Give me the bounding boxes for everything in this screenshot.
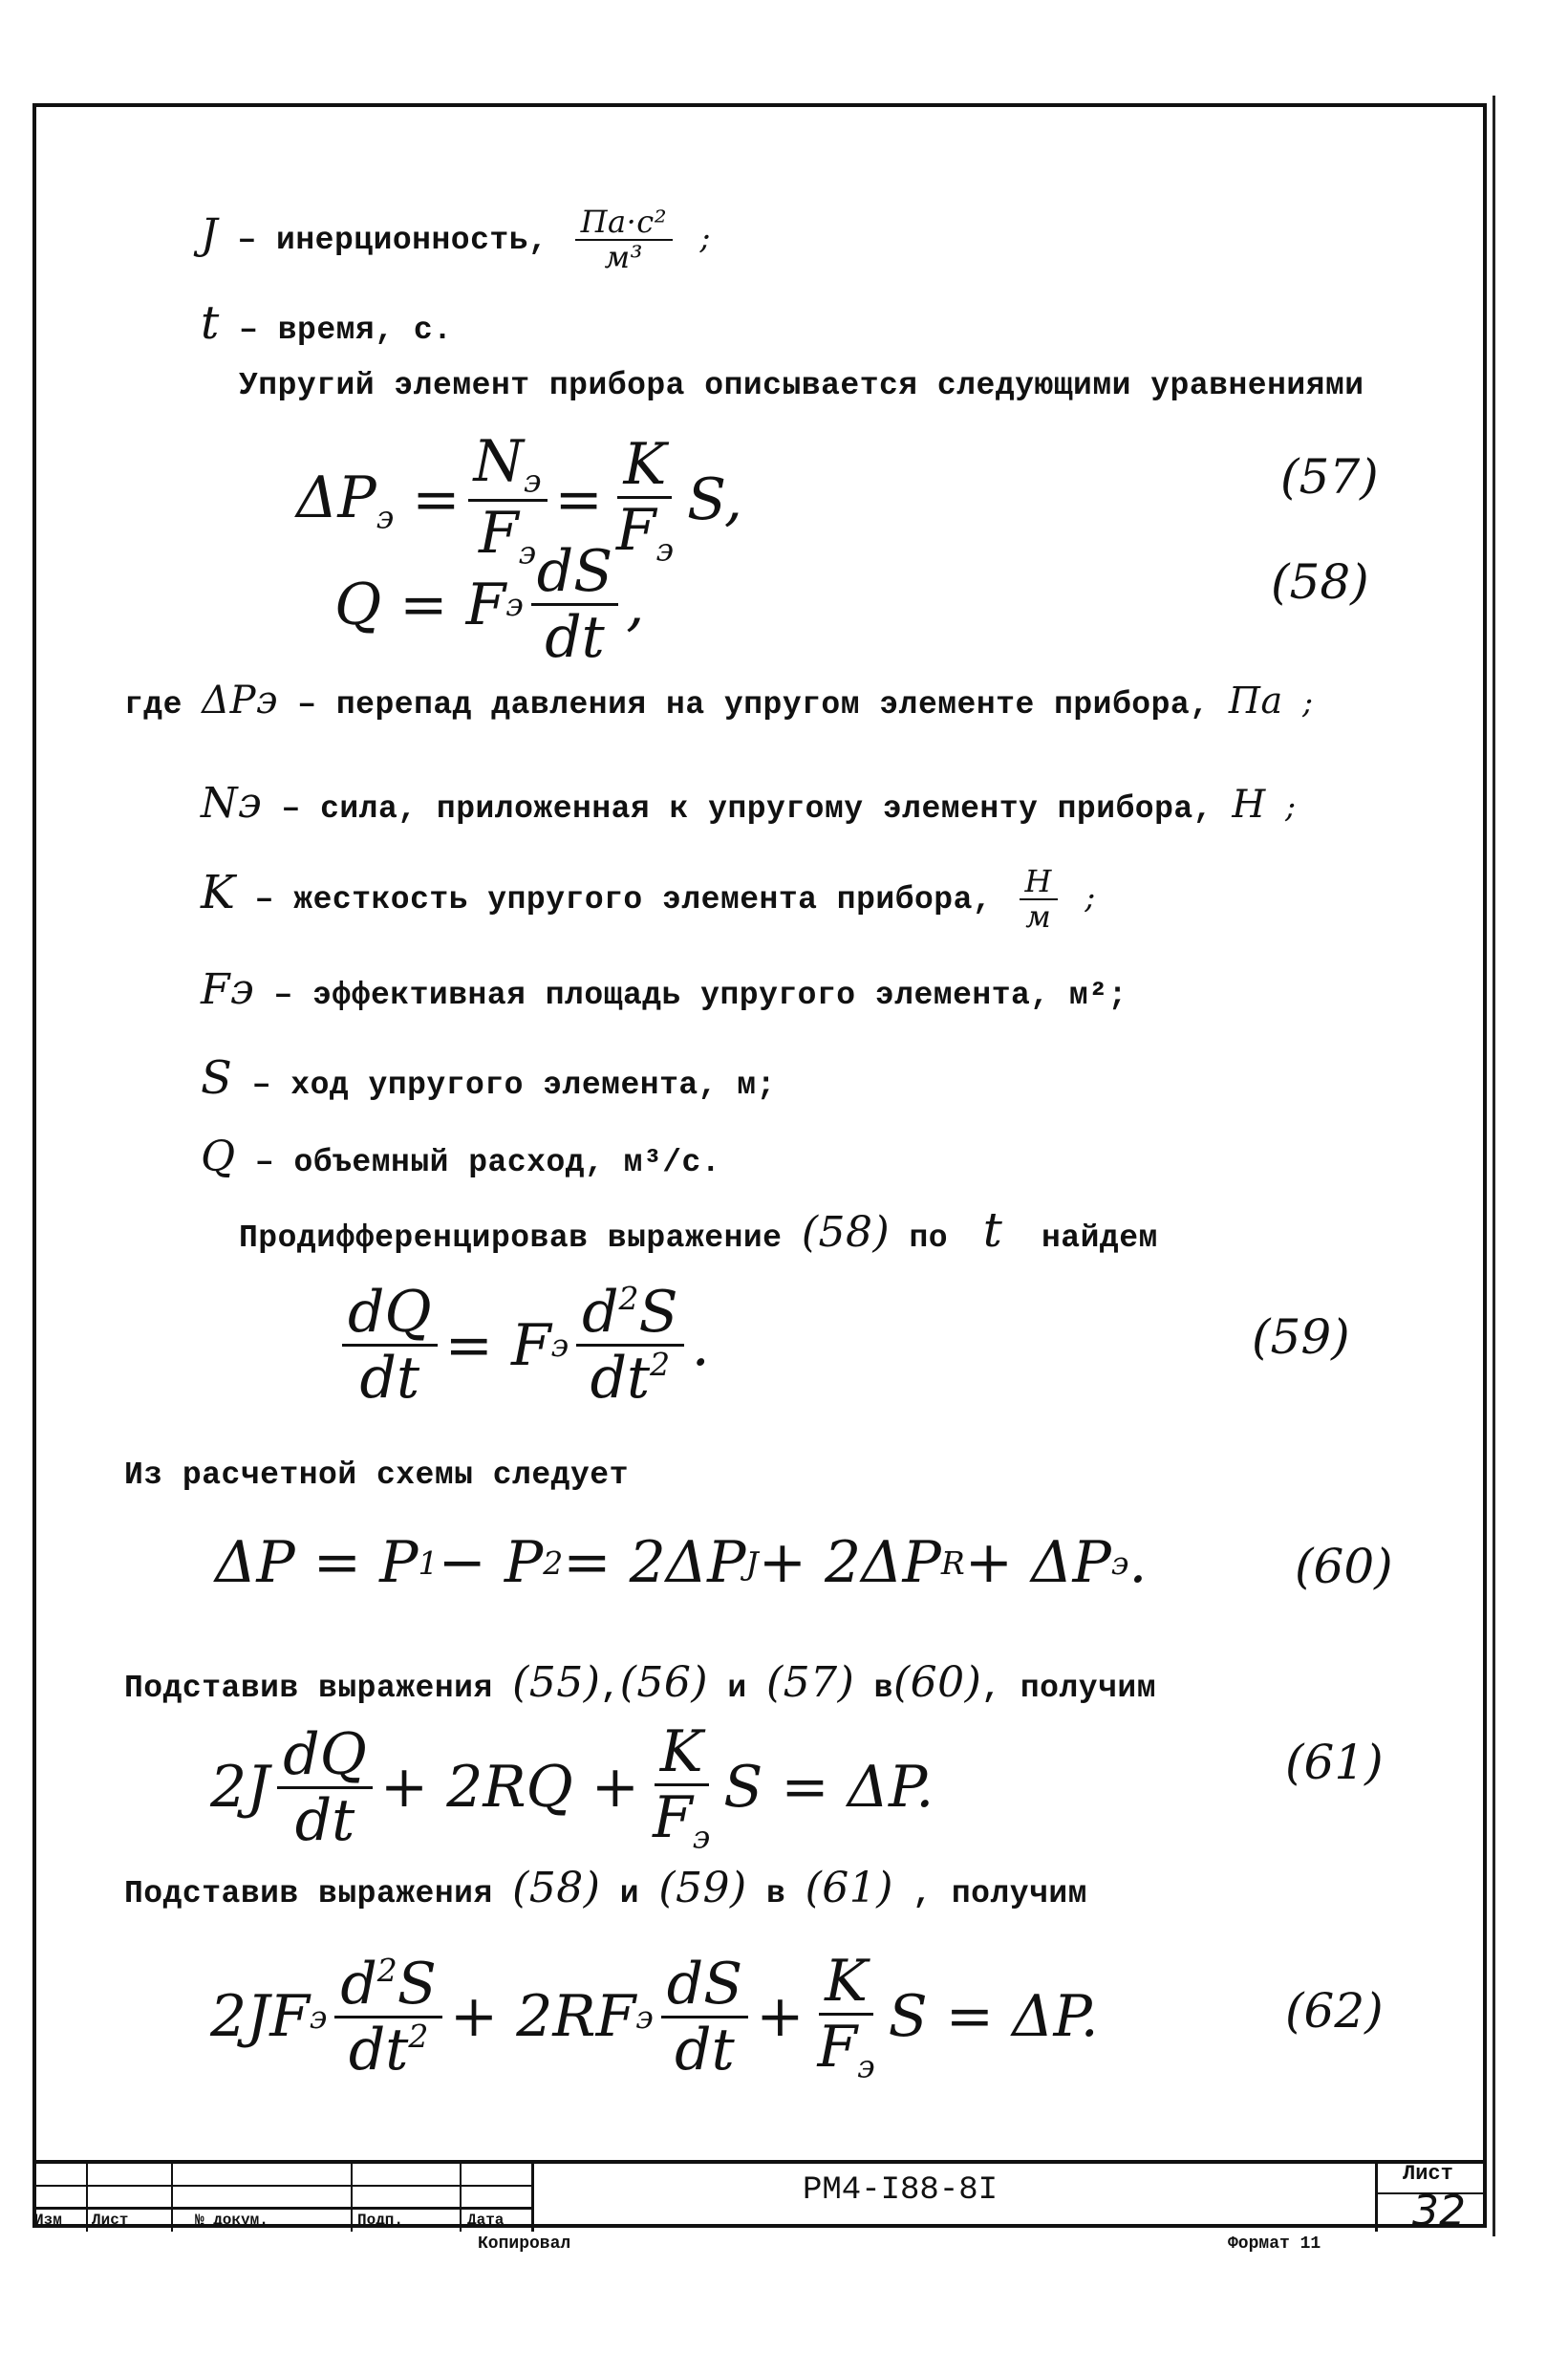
- k-unit-num: Н: [1020, 865, 1058, 900]
- j-definition: [201, 205, 711, 274]
- subst2-ref-61: (61): [805, 1864, 893, 1912]
- equation-number-59: (59): [1252, 1309, 1350, 1365]
- diff-text-b: по: [909, 1220, 949, 1256]
- label-signature: Подп.: [357, 2212, 404, 2229]
- subst2-text-a: Подставив выражения: [124, 1876, 493, 1911]
- diff-text-c: найдем: [1041, 1220, 1158, 1256]
- equation-number-58: (58): [1271, 554, 1369, 610]
- q-symbol: Q: [201, 1133, 236, 1181]
- equation-59: $\frac{dQ}{dt}$ = F э $\frac{d^2S}{dt^2}$ .: [334, 1281, 710, 1410]
- subst1-text-a: Подставив выражения: [124, 1671, 493, 1706]
- k-end: ;: [1085, 877, 1096, 916]
- t-definition: [201, 296, 452, 350]
- differentiate-line: [239, 1202, 1158, 1258]
- equation-61: 2J $\frac{dQ}{dt}$ + 2RQ + $\frac{K}{F_э}$ S = ΔP.: [210, 1718, 934, 1856]
- dp-symbol: ΔPэ: [202, 679, 278, 723]
- subst2-sep-3: , получим: [913, 1876, 1087, 1911]
- equation-number-60: (60): [1295, 1539, 1393, 1594]
- t-symbol: t: [201, 296, 220, 350]
- n-symbol: Nэ: [201, 779, 263, 828]
- title-block-col-3: [351, 2164, 353, 2232]
- f-definition: [201, 965, 1128, 1014]
- where-dp-definition: [124, 679, 1314, 723]
- n-unit: Н: [1232, 783, 1266, 827]
- title-block: [32, 2160, 1487, 2228]
- footer-copied: Копировал: [478, 2234, 571, 2254]
- subst1-ref-56: (56): [619, 1658, 709, 1707]
- sheet-number: 32: [1412, 2187, 1466, 2235]
- t-text: – время, с.: [239, 313, 453, 348]
- dp-text: – перепад давления на упругом элементе прибора,: [297, 687, 1210, 723]
- scheme-line: Из расчетной схемы следует: [124, 1457, 629, 1493]
- subst1-sep-4: , получим: [981, 1671, 1156, 1706]
- label-doc-number: № докум.: [195, 2212, 268, 2229]
- equation-58: Q = F э $\frac{dS}{dt}$ ,: [334, 538, 645, 671]
- footer-format: Формат 11: [1228, 2234, 1321, 2254]
- title-block-col-1: [86, 2164, 88, 2232]
- j-unit-fraction: [575, 205, 673, 274]
- dp-unit: Па: [1228, 680, 1283, 722]
- k-symbol: K: [201, 865, 236, 919]
- title-block-col-5: [531, 2164, 534, 2232]
- subst2-sep-1: и: [619, 1876, 640, 1911]
- right-margin-rule: [1493, 96, 1495, 2236]
- equation-number-62: (62): [1285, 1983, 1384, 2039]
- where-word: где: [124, 687, 183, 723]
- n-end: ;: [1285, 788, 1297, 825]
- title-block-col-2: [171, 2164, 173, 2232]
- j-unit-den: м³: [604, 239, 643, 276]
- label-list: Лист: [92, 2212, 129, 2229]
- subst2-sep-2: в: [765, 1876, 786, 1911]
- equation-62: 2JF э $\frac{d^2S}{dt^2}$ + 2RF э $\frac{dS}{dt}$ + $\frac{K}{F_э}$ S = ΔP.: [210, 1948, 1099, 2085]
- subst1-ref-55: (55): [512, 1658, 601, 1707]
- subst1-sep-3: в: [873, 1671, 893, 1706]
- substitution-line-2: [124, 1864, 1087, 1912]
- k-unit-fraction: [1020, 865, 1058, 934]
- k-text: – жесткость упругого элемента прибора,: [254, 881, 993, 917]
- subst1-ref-57: (57): [765, 1658, 855, 1707]
- subst2-ref-59: (59): [658, 1864, 747, 1912]
- label-date: Дата: [467, 2212, 505, 2229]
- f-text: – эффективная площадь упругого элемента, м²;: [273, 978, 1128, 1013]
- title-block-col-4: [460, 2164, 462, 2232]
- elastic-intro: Упругий элемент прибора описывается следующими уравнениями: [239, 368, 1364, 403]
- equation-60: ΔP = P 1 − P 2 = 2ΔP J + 2ΔP R + ΔP э .: [215, 1529, 1148, 1596]
- j-text: – инерционность,: [237, 222, 548, 258]
- equation-57: $\Delta P_э$ = $\frac{N_э}{F_э}$ = $\frac{K}{F_э}$ S,: [296, 428, 742, 572]
- document-code: РМ4-I88-8I: [803, 2172, 999, 2209]
- f-symbol: Fэ: [201, 965, 255, 1014]
- q-text: – объемный расход, м³/с.: [254, 1145, 721, 1180]
- dp-end: ;: [1301, 683, 1314, 721]
- subst1-ref-60: (60): [892, 1658, 982, 1707]
- k-definition: [201, 865, 1096, 934]
- diff-var: t: [982, 1202, 1003, 1258]
- equation-number-61: (61): [1285, 1735, 1384, 1790]
- q-definition: [201, 1133, 720, 1181]
- title-block-col-6: [1375, 2164, 1378, 2232]
- diff-ref-58: (58): [801, 1208, 891, 1257]
- sheet-label: Лист: [1403, 2162, 1453, 2186]
- s-definition: [201, 1051, 776, 1105]
- subst2-ref-58: (58): [512, 1864, 601, 1912]
- k-unit-den: м: [1025, 898, 1052, 936]
- subst1-sep-2: и: [727, 1671, 747, 1706]
- subst1-sep-1: ,: [600, 1671, 620, 1706]
- s-text: – ход упругого элемента, м;: [251, 1068, 776, 1103]
- label-izm: Изм: [34, 2212, 62, 2229]
- s-symbol: S: [201, 1051, 233, 1105]
- equation-number-57: (57): [1280, 449, 1379, 505]
- diff-text-a: Продифференцировав выражение: [239, 1220, 783, 1256]
- n-definition: [201, 779, 1297, 828]
- n-text: – сила, приложенная к упругому элементу прибора,: [281, 791, 1214, 827]
- j-symbol: J: [201, 209, 219, 259]
- j-end: ;: [699, 218, 711, 256]
- j-unit-num: Па·с²: [575, 205, 673, 241]
- substitution-line-1: [124, 1658, 1156, 1707]
